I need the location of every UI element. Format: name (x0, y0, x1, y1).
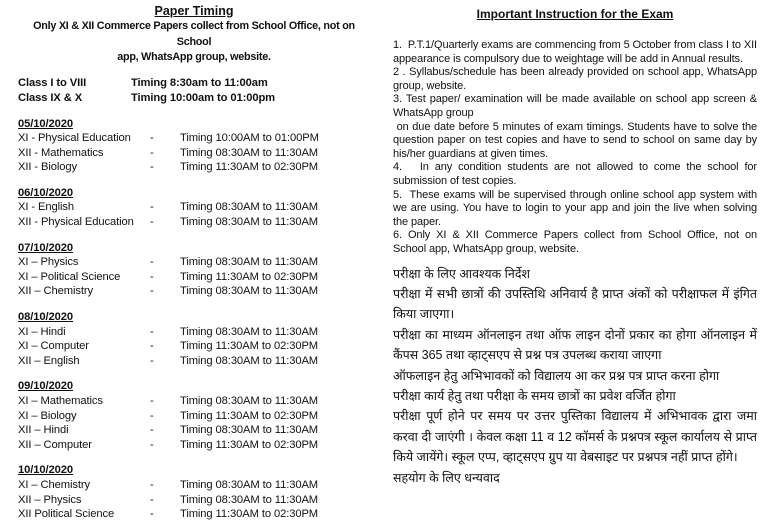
timing-value: Timing 11:30AM to 02:30PM (180, 508, 319, 521)
schedule-row (18, 409, 378, 424)
subject-label: XII – Hindi (18, 424, 69, 437)
subject-label: XI – Computer (18, 340, 89, 353)
schedule-row (18, 493, 378, 508)
class-timing-row (18, 91, 378, 106)
schedule-section (18, 117, 378, 175)
dash-separator: - (150, 395, 154, 407)
timing-value: Timing 08:30AM to 11:30AM (180, 424, 319, 437)
dash-separator: - (150, 256, 154, 269)
hindi-paragraph: परीक्षा कार्य हेतु तथा परीक्षा के समय छात्रों का प्रवेश वर्जित होगा (393, 388, 676, 403)
dash-separator: - (150, 409, 154, 422)
timing-value: Timing 11:30AM to 02:30PM (180, 409, 319, 422)
subject-label: XII - Biology (18, 161, 78, 174)
schedule-row (18, 200, 378, 215)
dash-separator: - (150, 132, 154, 145)
subject-label: XII - Physical Education (18, 216, 134, 229)
schedule-row (18, 507, 378, 521)
class-range-label: Class I to VIII (18, 76, 87, 89)
exam-schedule (18, 117, 378, 521)
instruction-paragraph: on due date before 5 minutes of exam timings. Students have to solve the question paper on test copies and have to send to school on same day by his/her guardians at given times. (393, 120, 760, 160)
commerce-papers-note-line-2: app, WhatsApp group, website. (117, 51, 271, 63)
subject-label: XI – Political Science (18, 270, 121, 283)
dash-separator: - (150, 340, 154, 353)
subject-label: XI – Mathematics (18, 395, 103, 407)
instruction-paragraph: 5. These exams will be supervised through online school app system with we are using. You have to login to your app and join the live when solving the paper. (393, 188, 760, 228)
schedule-section (18, 310, 378, 368)
date-heading: 09/10/2020 (18, 380, 73, 393)
timing-value: Timing 08:30AM to 11:30AM (180, 201, 319, 214)
timing-value: Timing 11:30AM to 02:30PM (180, 161, 319, 174)
date-heading: 07/10/2020 (18, 241, 73, 254)
schedule-row (18, 270, 378, 285)
timing-value: Timing 08:30AM to 11:30AM (180, 325, 319, 338)
schedule-row (18, 255, 378, 270)
subject-label: XI – Chemistry (18, 478, 90, 491)
schedule-row (18, 394, 378, 409)
class-timing-value: Timing 10:00am to 01:00pm (131, 91, 276, 104)
subject-label: XII – Physics (18, 493, 82, 506)
instruction-paragraph: 2 . Syllabus/schedule has been already provided on school app, WhatsApp group, website. (393, 66, 760, 92)
dash-separator: - (150, 161, 154, 174)
timing-value: Timing 08:30AM to 11:30AM (180, 354, 319, 367)
paper-timing-column (0, 0, 384, 521)
paper-timing-title: Paper Timing (154, 4, 234, 18)
dash-separator: - (150, 146, 154, 159)
subject-label: XII Political Science (18, 508, 115, 521)
hindi-paragraph: परीक्षा में सभी छात्रों की उपस्तिथि अनिवार्य है प्राप्त अंकों को परीक्षाफल में इंगित किया जाएगा। (393, 286, 757, 322)
schedule-row (18, 215, 378, 230)
schedule-row (18, 423, 378, 438)
timing-value: Timing 11:30AM to 02:30PM (180, 340, 319, 353)
schedule-row (18, 284, 378, 299)
schedule-row (18, 339, 378, 354)
dash-separator: - (150, 285, 154, 298)
date-heading: 08/10/2020 (18, 311, 73, 324)
timing-value: Timing 08:30AM to 11:30AM (180, 256, 319, 269)
schedule-row (18, 160, 378, 175)
timing-value: Timing 08:30AM to 11:30AM (180, 478, 319, 491)
dash-separator: - (150, 201, 154, 214)
timing-value: Timing 08:30AM to 11:30AM (180, 216, 319, 229)
dash-separator: - (150, 354, 154, 367)
timing-value: Timing 11:30AM to 02:30PM (180, 270, 319, 283)
class-timings-block (18, 76, 378, 106)
timing-value: Timing 08:30AM to 11:30AM (180, 395, 319, 407)
instructions-title: Important Instruction for the Exam (476, 7, 674, 21)
dash-separator: - (150, 438, 154, 451)
timing-value: Timing 10:00AM to 01:00PM (180, 132, 319, 145)
timing-value: Timing 08:30AM to 11:30AM (180, 493, 319, 506)
schedule-section (18, 186, 378, 230)
schedule-row (18, 325, 378, 340)
subject-label: XI – Biology (18, 409, 77, 422)
schedule-row (18, 478, 378, 493)
subject-label: XII – Chemistry (18, 285, 93, 298)
instructions-column (385, 0, 769, 488)
hindi-instructions-list (393, 264, 757, 488)
schedule-row (18, 354, 378, 369)
subject-label: XII - Mathematics (18, 146, 104, 159)
dash-separator: - (150, 325, 154, 338)
subject-label: XII – Computer (18, 438, 92, 451)
schedule-row (18, 131, 378, 146)
schedule-section (18, 463, 378, 521)
dash-separator: - (150, 216, 154, 229)
hindi-paragraph: परीक्षा के लिए आवश्यक निर्देश (393, 266, 530, 281)
subject-label: XI – Hindi (18, 325, 66, 338)
english-instructions-list (393, 39, 763, 257)
timing-value: Timing 11:30AM to 02:30PM (180, 438, 319, 451)
subject-label: XI - English (18, 201, 75, 214)
date-heading: 06/10/2020 (18, 186, 73, 199)
schedule-section (18, 241, 378, 299)
hindi-paragraph: सहयोग के लिए धन्यवाद (393, 470, 500, 485)
dash-separator: - (150, 424, 154, 437)
subject-label: XII – English (18, 354, 80, 367)
class-range-label: Class IX & X (18, 91, 83, 104)
dash-separator: - (150, 478, 154, 491)
instruction-paragraph: 3. Test paper/ examination will be made available on school app screen & WhatsApp group (393, 93, 760, 119)
timing-value: Timing 08:30AM to 11:30AM (180, 285, 319, 298)
hindi-paragraph: परीक्षा पूर्ण होने पर समय पर उत्तर पुस्तिका विद्यालय में अभिभावक द्वारा जमा करवा दी जाएंगी । केवल कक्षा 11 व 12 कॉमर्स के प्रश्नपत्र स्कूल कार्यालय से प्राप्त किये जायेंगे। स्कूल एप्प, व्हाट्सएप ग्रुप या वेबसाइट पर प्रश्नपत्र नहीं प्राप्त होंगे। (393, 409, 757, 465)
dash-separator: - (150, 493, 154, 506)
instruction-paragraph: 4. In any condition students are not allowed to come the school for submission of test copies. (393, 161, 760, 187)
instruction-paragraph: 1. P.T.1/Quarterly exams are commencing from 5 October from class I to XII appearance is compulsory due to weightage will be add in Annual results. (393, 39, 760, 65)
schedule-row (18, 438, 378, 453)
schedule-section (18, 379, 378, 452)
timing-value: Timing 08:30AM to 11:30AM (180, 146, 319, 159)
commerce-papers-note-line-1: Only XI & XII Commerce Papers collect from School Office, not on School (33, 20, 355, 48)
subject-label: XI – Physics (18, 256, 79, 269)
dash-separator: - (150, 270, 154, 283)
instruction-paragraph: 6. Only XI & XII Commerce Papers collect from School Office, not on School app, WhatsApp group, website. (393, 229, 763, 255)
hindi-paragraph: ऑफलाइन हेतु अभिभावकों को विद्यालय आ कर प्रश्न पत्र प्राप्त करना होगा (393, 368, 720, 383)
dash-separator: - (150, 508, 154, 521)
schedule-row (18, 146, 378, 161)
subject-label: XI - Physical Education (18, 132, 131, 145)
date-heading: 05/10/2020 (18, 117, 73, 130)
class-timing-row (18, 76, 378, 91)
class-timing-value: Timing 8:30am to 11:00am (131, 76, 268, 89)
hindi-paragraph: परीक्षा का माध्यम ऑनलाइन तथा ऑफ लाइन दोनों प्रकार का होगा ऑनलाइन में कैंपस 365 तथा व्हाट्सएप से प्रश्न पत्र उपलब्ध कराया जाएगा (393, 327, 757, 363)
date-heading: 10/10/2020 (18, 464, 73, 477)
